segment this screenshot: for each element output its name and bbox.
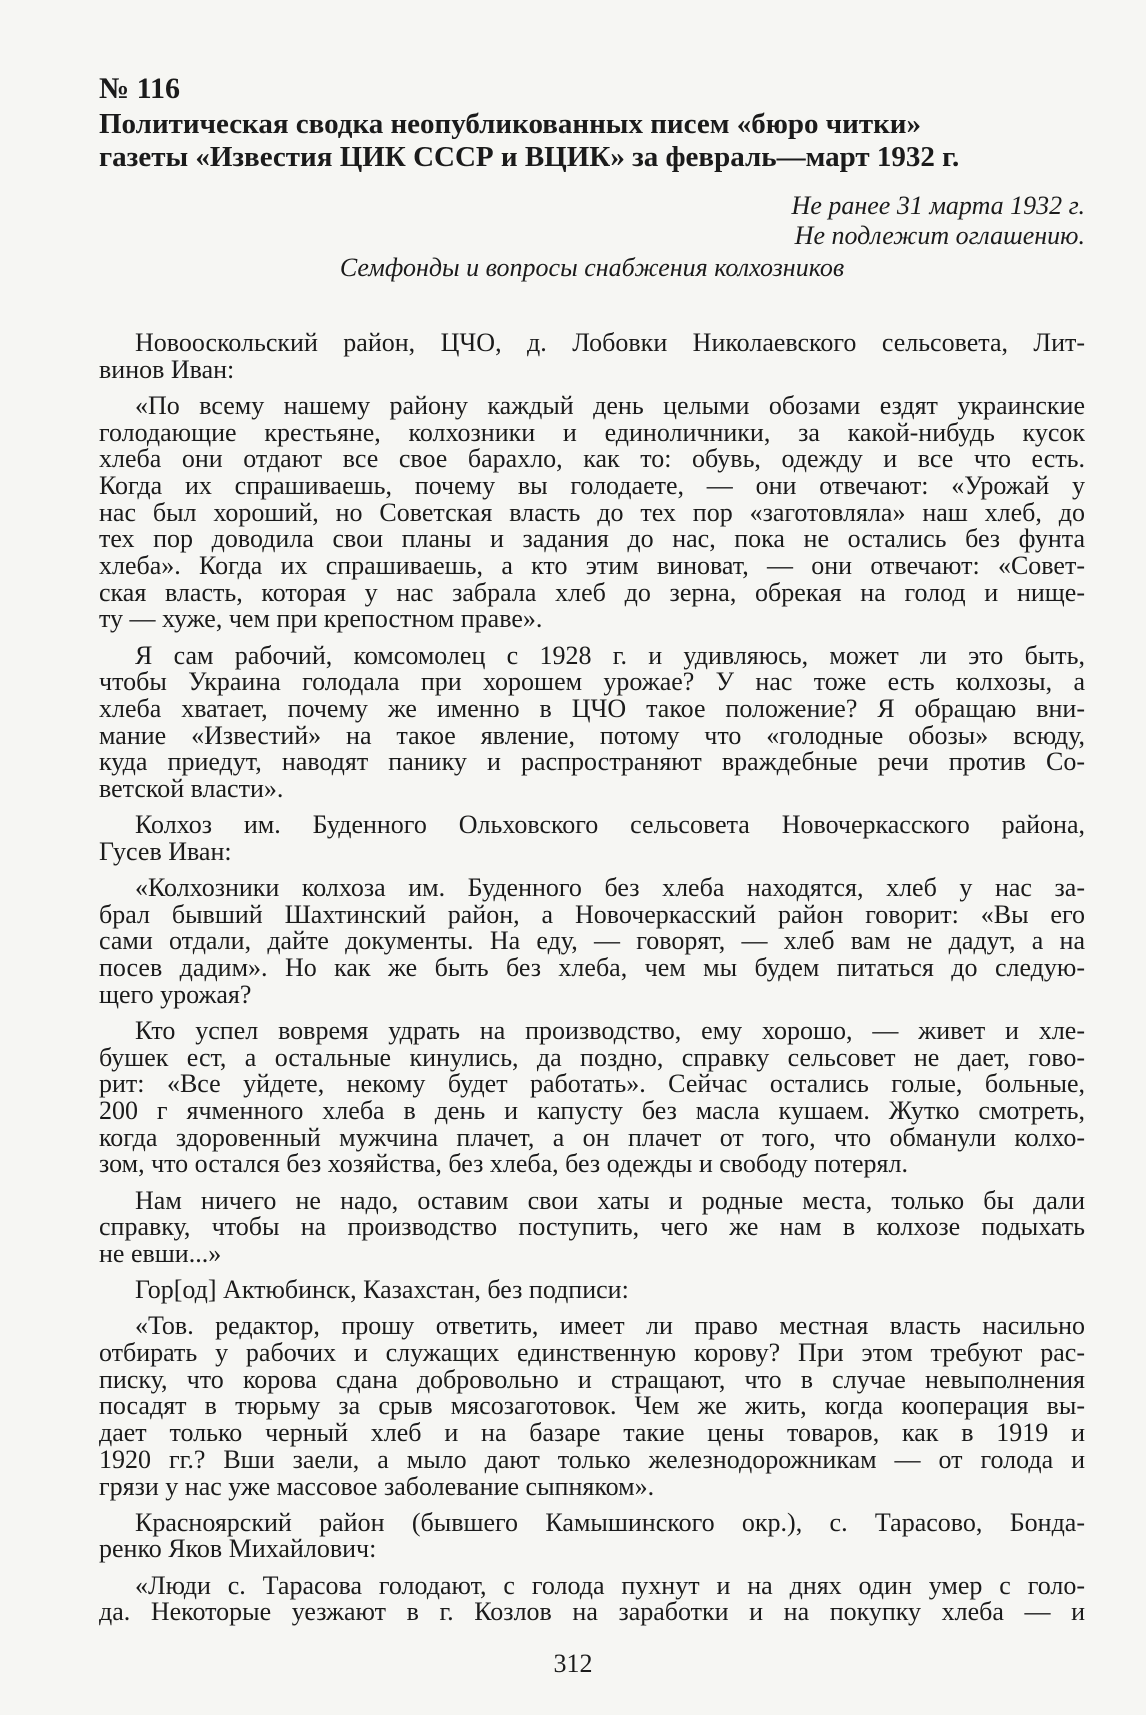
document-number: № 116: [99, 72, 180, 105]
date-note: Не ранее 31 марта 1932 г.: [791, 191, 1085, 220]
text-line: «По всему нашему району каждый день целыми обозами ездят украинские: [135, 390, 1085, 420]
text-line: «Люди с. Тарасова голодают, с голода пухнут и на днях один умер с голо-: [135, 1570, 1085, 1600]
text-line: хлеба». Когда их спрашиваешь, а кто этим виноват, — они отвечают: «Совет-: [99, 551, 1085, 580]
paragraph: [99, 1018, 1085, 1178]
text-line: зом, что остался без хозяйства, без хлеба, без одежды и свободу потерял.: [99, 1149, 908, 1179]
text-line: ренко Яков Михайлович:: [99, 1534, 377, 1564]
text-line: писку, что корова сдана добровольно и стращают, что в случае невыполнения: [99, 1364, 1085, 1394]
document-body: [99, 330, 1085, 1635]
text-line: да. Некоторые уезжают в г. Козлов на заработки и на покупку хлеба — и: [99, 1597, 1085, 1627]
text-line: не евши...»: [99, 1239, 222, 1268]
text-line: брал бывший Шахтинский район, а Новочеркасский район говорит: «Вы его: [99, 899, 1085, 929]
text-line: голодающие крестьяне, колхозники и единоличники, за какой-нибудь кусок: [99, 417, 1085, 447]
document-title-line: газеты «Известия ЦИК СССР и ВЦИК» за февраль—март 1932 г.: [99, 141, 960, 173]
text-line: щего урожая?: [99, 979, 252, 1009]
paragraph: [99, 1570, 1085, 1627]
text-line: справку, чтобы на производство поступить, чего же нам в колхозе подыхать: [99, 1212, 1085, 1242]
restriction-note: Не подлежит оглашению.: [794, 221, 1085, 250]
document-title-line: Политическая сводка неопубликованных писем «бюро читки»: [99, 108, 921, 140]
text-line: ту — хуже, чем при крепостном праве».: [99, 604, 543, 634]
document-title: [99, 108, 1099, 174]
paragraph: [99, 640, 1085, 803]
text-line: тех пор доводила свои планы и задания до нас, пока не остались без фунта: [99, 524, 1085, 554]
text-line: посев дадим». Но как же быть без хлеба, чем мы будем питаться до следую-: [99, 953, 1085, 983]
text-line: Нам ничего не надо, оставим свои хаты и родные места, только бы дали: [135, 1185, 1085, 1215]
text-line: Кто успел вовремя удрать на производство, ему хорошо, — живет и хле-: [135, 1016, 1085, 1045]
paragraph: [99, 812, 1085, 865]
text-line: мание «Известий» на такое явление, потому что «голодные обозы» всюду,: [99, 720, 1085, 750]
text-line: грязи у нас уже массовое заболевание сыпняком».: [99, 1471, 655, 1501]
paragraph: [99, 1313, 1085, 1500]
text-line: ская власть, которая у нас забрала хлеб до зерна, обрекая на голод и нище-: [99, 577, 1085, 607]
text-line: Новооскольский район, ЦЧО, д. Лобовки Николаевского сельсовета, Лит-: [135, 328, 1085, 357]
text-line: «Колхозники колхоза им. Буденного без хлеба находятся, хлеб у нас за-: [135, 873, 1085, 903]
text-line: рит: «Все уйдете, некому будет работать». Сейчас остались голые, больные,: [99, 1069, 1085, 1099]
text-line: Когда их спрашиваешь, почему вы голодаете, — они отвечают: «Урожай у: [99, 470, 1085, 500]
text-line: Я сам рабочий, комсомолец с 1928 г. и удивляюсь, может ли это быть,: [135, 640, 1085, 670]
text-line: хлеба хватает, почему же именно в ЦЧО такое положение? Я обращаю вни-: [99, 693, 1085, 723]
paragraph: [99, 1277, 1085, 1304]
paragraph: [99, 330, 1085, 383]
text-line: 200 г ячменного хлеба в день и капусту без масла кушаем. Жутко смотреть,: [99, 1096, 1085, 1126]
text-line: сами отдали, дайте документы. На еду, — говорят, — хлеб вам не дадут, а на: [99, 926, 1085, 956]
document-dateline: [792, 191, 1085, 251]
text-line: 1920 гг.? Вши заели, а мыло дают только железнодорожникам — от голода и: [99, 1444, 1085, 1474]
text-line: Колхоз им. Буденного Ольховского сельсовета Новочеркасского района,: [135, 810, 1085, 840]
paragraph: [99, 390, 1085, 634]
paragraph: [99, 875, 1085, 1008]
page-number: 312: [553, 1649, 593, 1678]
paragraph: [99, 1185, 1085, 1268]
text-line: ветской власти».: [99, 774, 284, 803]
paragraph: [99, 1507, 1085, 1564]
text-line: когда здоровенный мужчина плачет, а он плачет от того, что обманули колхо-: [99, 1122, 1085, 1152]
text-line: чтобы Украина голодала при хорошем урожае? У нас тоже есть колхозы, а: [99, 667, 1085, 697]
text-line: куда приедут, наводят панику и распространяют враждебные речи против Со-: [99, 747, 1085, 777]
text-line: Гусев Иван:: [99, 836, 232, 866]
section-title: Семфонды и вопросы снабжения колхозников: [339, 253, 845, 282]
text-line: отбирать у рабочих и служащих единственную корову? При этом требуют рас-: [99, 1338, 1085, 1368]
text-line: посадят в тюрьму за срыв мясозаготовок. Чем же жить, когда кооперация вы-: [99, 1391, 1085, 1421]
text-line: винов Иван:: [99, 354, 235, 384]
text-line: нас был хороший, но Советская власть до тех пор «заготовляла» наш хлеб, до: [99, 497, 1085, 527]
text-line: Гор[од] Актюбинск, Казахстан, без подписи:: [135, 1275, 629, 1305]
text-line: хлеба они отдают все свое барахло, как то: обувь, одежду и все что есть.: [99, 444, 1085, 474]
text-line: дает только черный хлеб и на базаре такие цены товаров, как в 1919 и: [99, 1418, 1085, 1448]
text-line: Красноярский район (бывшего Камышинского окр.), с. Тарасово, Бонда-: [135, 1507, 1085, 1537]
text-line: бушек ест, а остальные кинулись, да поздно, справку сельсовет не дает, гово-: [99, 1042, 1085, 1072]
text-line: «Тов. редактор, прошу ответить, имеет ли право местная власть насильно: [135, 1311, 1085, 1341]
